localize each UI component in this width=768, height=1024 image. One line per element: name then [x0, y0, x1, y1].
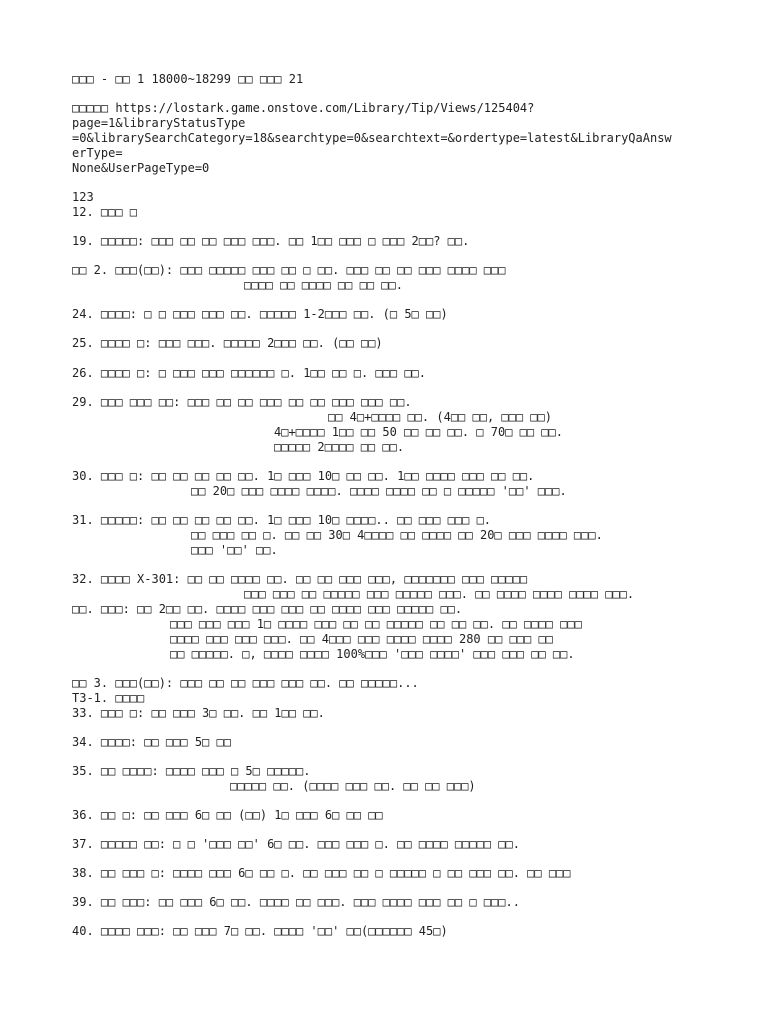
list-item: 36. □□ □: □□ □□□ 6□ □□ (□□) 1□ □□□ 6□ □□ □□ [72, 808, 383, 822]
list-item-continuation: □□□□□ 2□□□□ □□ □□. [274, 440, 405, 454]
list-item-continuation: □□ 4□+□□□□ □□. (4□□ □□, □□□ □□) [328, 410, 552, 424]
list-item-continuation: □□ □□□ □□ □. □□ □□ 30□ 4□□□□ □□ □□□□ □□ 20□ □□□ □□□□ □□□. [191, 528, 603, 542]
list-item-continuation: □□ □□□□□. □, □□□□ □□□□ 100%□□□ '□□□ □□□□' □□□ □□□ □□ □□. [170, 647, 575, 661]
list-item: 40. □□□□ □□□: □□ □□□ 7□ □□. □□□□ '□□' □□(□□□□□□ 45□) [72, 924, 448, 938]
list-item-continuation: □□□ '□□' □□. [191, 543, 278, 557]
list-item: 29. □□□ □□□ □□: □□□ □□ □□ □□□ □□ □□ □□□ □□□ □□. [72, 395, 412, 409]
list-item: 34. □□□□: □□ □□□ 5□ □□ [72, 735, 231, 749]
subsection-heading: T3-1. □□□□ [72, 691, 145, 705]
source-url-line: None&UserPageType=0 [72, 161, 210, 175]
list-item-continuation: □□□□ □□□ □□□ □□□. □□ 4□□□ □□□ □□□□ □□□□ 280 □□ □□□ □□ [170, 632, 553, 646]
list-item: 35. □□ □□□□: □□□□ □□□ □ 5□ □□□□□. [72, 764, 311, 778]
list-item: 19. □□□□□: □□□ □□ □□ □□□ □□□. □□ 1□□ □□□ □ □□□ 2□□? □□. [72, 234, 470, 248]
doc-header-line: □□□ - □□ 1 18000~18299 □□ □□□ 21 [72, 72, 304, 86]
list-item: 31. □□□□□: □□ □□ □□ □□ □□. 1□ □□□ 10□ □□□□.. □□ □□□ □□□ □. [72, 513, 492, 527]
list-item: 25. □□□□ □: □□□ □□□. □□□□□ 2□□□ □□. (□□ □□) [72, 336, 383, 350]
list-item-continuation: □□ 20□ □□□ □□□□ □□□□. □□□□ □□□□ □□ □ □□□□□ '□□' □□□. [191, 484, 567, 498]
list-item: 32. □□□□ X-301: □□ □□ □□□□ □□. □□ □□ □□□ □□□, □□□□□□□ □□□ □□□□□ [72, 572, 528, 586]
list-item-continuation: □□□□□ □□. (□□□□ □□□ □□. □□ □□ □□□) [230, 779, 476, 793]
list-item: 38. □□ □□□ □: □□□□ □□□ 6□ □□ □. □□ □□□ □□ □ □□□□□ □ □□ □□□ □□. □□ □□□ [72, 866, 571, 880]
list-item: 37. □□□□□ □□: □ □ '□□□ □□' 6□ □□. □□□ □□□ □. □□ □□□□ □□□□□ □□. [72, 837, 520, 851]
list-item-continuation: □□□ □□□ □□□ 1□ □□□□ □□□ □□ □□ □□□□□ □□ □□ □□. □□ □□□□ □□□ [170, 617, 582, 631]
list-item-continuation: 4□+□□□□ 1□□ □□ 50 □□ □□ □□. □ 70□ □□ □□. [274, 425, 563, 439]
section-heading: □□ 2. □□□(□□): □□□ □□□□□ □□□ □□ □ □□. □□□ □□ □□ □□□ □□□□ □□□ [72, 263, 506, 277]
source-url-line: □□□□□ https://lostark.game.onstove.com/Library/Tip/Views/125404? [72, 101, 535, 115]
list-item: 30. □□□ □: □□ □□ □□ □□ □□. 1□ □□□ 10□ □□ □□. 1□□ □□□□ □□□ □□ □□. [72, 469, 535, 483]
source-url-line: =0&librarySearchCategory=18&searchtype=0&searchtext=&ordertype=latest&LibraryQaAnsw [72, 131, 672, 145]
list-item: 24. □□□□: □ □ □□□ □□□ □□. □□□□□ 1-2□□□ □□. (□ 5□ □□) [72, 307, 448, 321]
list-item: 33. □□□ □: □□ □□□ 3□ □□. □□ 1□□ □□. [72, 706, 325, 720]
list-item: 12. □□□ □ [72, 205, 138, 219]
list-item: □□. □□□: □□ 2□□ □□. □□□□ □□□ □□□ □□ □□□□ □□□ □□□□□ □□. [72, 602, 463, 616]
section-heading: □□ 3. □□□(□□): □□□ □□ □□ □□□ □□□ □□. □□ □□□□□... [72, 676, 419, 690]
source-url-line: page=1&libraryStatusType [72, 116, 246, 130]
source-url-line: erType= [72, 146, 123, 160]
text-line: 123 [72, 190, 94, 204]
list-item: 39. □□ □□□: □□ □□□ 6□ □□. □□□□ □□ □□□. □□□ □□□□ □□□ □□ □ □□□.. [72, 895, 520, 909]
list-item-continuation: □□□ □□□ □□ □□□□□ □□□ □□□□□ □□□. □□ □□□□ □□□□ □□□□ □□□. [244, 587, 635, 601]
list-item: 26. □□□□ □: □ □□□ □□□ □□□□□□ □. 1□□ □□ □. □□□ □□. [72, 366, 427, 380]
list-item-continuation: □□□□ □□ □□□□ □□ □□ □□. [244, 278, 403, 292]
